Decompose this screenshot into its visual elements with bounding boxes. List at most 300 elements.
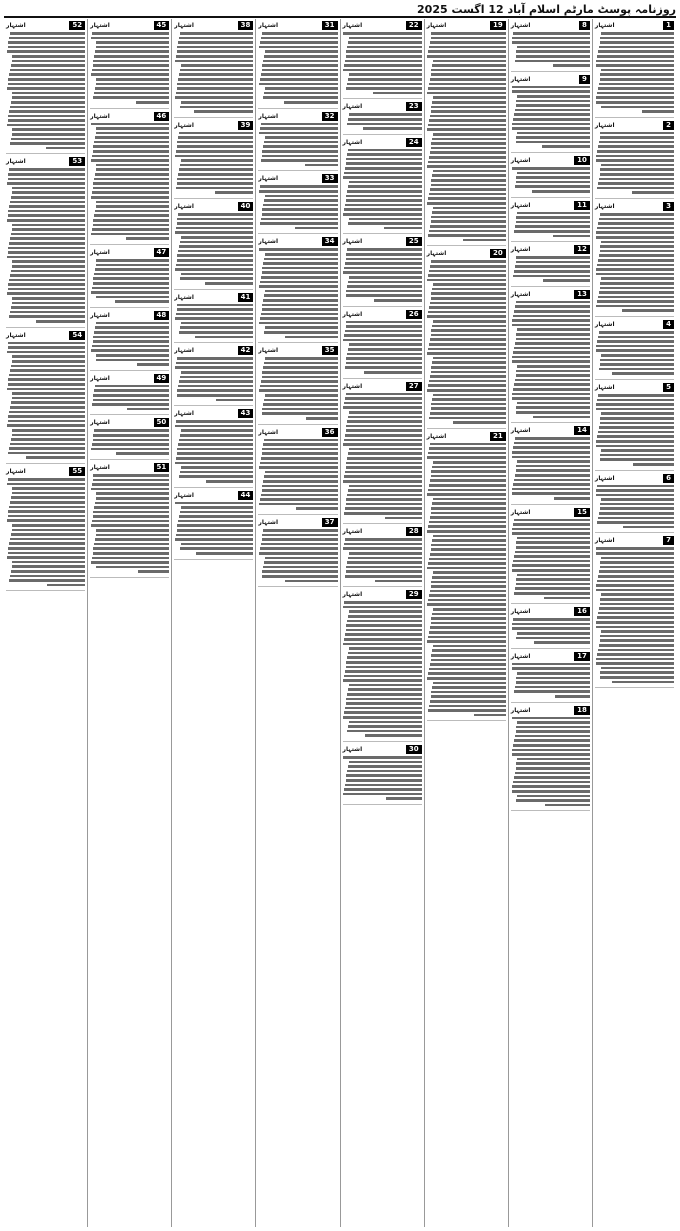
- notice-number: 38: [238, 21, 254, 30]
- notice-header: [595, 320, 674, 329]
- text-line: [512, 356, 590, 359]
- text-line: [597, 521, 674, 524]
- notice-body: [258, 357, 337, 419]
- notice-header: [511, 508, 590, 517]
- text-line: [432, 325, 506, 328]
- notice-tag: اشتہار: [258, 347, 279, 355]
- text-line: [431, 184, 506, 187]
- text-line: [517, 46, 590, 49]
- text-line: [179, 73, 253, 76]
- text-line: [94, 331, 169, 334]
- text-line: [346, 661, 421, 664]
- text-line: [180, 471, 254, 474]
- text-line: [264, 258, 338, 261]
- text-line: [600, 213, 674, 216]
- notice-number: 53: [69, 157, 85, 166]
- notice-header: [90, 374, 169, 383]
- notice-header: [258, 237, 337, 246]
- text-line: [176, 362, 254, 365]
- text-line: [516, 50, 590, 53]
- text-line: [12, 92, 85, 95]
- notice-header: [174, 409, 253, 418]
- notice-header: [595, 21, 674, 30]
- notice-body: [6, 342, 85, 459]
- notice: [258, 172, 337, 234]
- text-line: [265, 326, 338, 329]
- notice-body: [427, 260, 506, 423]
- text-line: [347, 353, 421, 356]
- text-line: [8, 41, 85, 44]
- text-line: [346, 779, 422, 782]
- notice-tag: اشتہار: [594, 321, 615, 329]
- column: [87, 19, 171, 1227]
- notice: [6, 19, 85, 154]
- notice-header: [258, 174, 337, 183]
- notice-tag: اشتہار: [342, 310, 363, 318]
- notice-number: 22: [406, 21, 422, 30]
- text-line: [181, 371, 254, 374]
- text-line: [11, 64, 85, 67]
- notice-number: 21: [490, 432, 506, 441]
- text-line: [344, 788, 422, 791]
- text-line: [428, 311, 506, 314]
- text-line: [261, 37, 338, 40]
- text-line: [9, 315, 85, 318]
- notice-number: 12: [574, 245, 590, 254]
- notice-number: 23: [406, 102, 422, 111]
- text-line: [429, 380, 506, 383]
- text-line: [306, 417, 338, 420]
- text-line: [178, 136, 253, 139]
- notice-header: [174, 491, 253, 500]
- text-line: [91, 233, 169, 236]
- notice-number: 40: [238, 202, 254, 211]
- text-line: [8, 83, 86, 86]
- text-line: [261, 218, 338, 221]
- text-line: [512, 123, 590, 126]
- notice-header: [6, 467, 85, 476]
- text-line: [264, 141, 338, 144]
- text-line: [433, 96, 506, 99]
- text-line: [12, 397, 86, 400]
- text-line: [96, 534, 170, 537]
- notice-tag: اشتہار: [90, 374, 110, 382]
- text-line: [429, 119, 506, 122]
- text-line: [261, 494, 338, 497]
- text-line: [93, 187, 170, 190]
- text-line: [516, 176, 590, 179]
- notice-number: 5: [663, 383, 674, 392]
- text-line: [93, 439, 170, 442]
- text-line: [343, 480, 421, 483]
- notice-tag: اشتہار: [174, 293, 194, 301]
- text-line: [553, 235, 589, 238]
- text-line: [515, 735, 590, 738]
- text-line: [177, 448, 253, 451]
- notice-header: [511, 201, 590, 210]
- text-line: [8, 346, 86, 349]
- text-line: [345, 434, 422, 437]
- text-line: [601, 241, 674, 244]
- text-line: [512, 790, 590, 793]
- text-line: [347, 153, 421, 156]
- text-line: [427, 530, 505, 533]
- text-line: [347, 656, 421, 659]
- notice: [90, 372, 169, 416]
- text-line: [515, 60, 590, 63]
- text-line: [263, 366, 337, 369]
- text-line: [345, 507, 422, 510]
- text-line: [92, 403, 170, 406]
- text-line: [633, 463, 674, 466]
- text-line: [10, 106, 85, 109]
- notice-header: [511, 290, 590, 299]
- text-line: [93, 219, 169, 222]
- text-line: [597, 92, 674, 95]
- text-line: [177, 46, 253, 49]
- text-line: [343, 69, 421, 72]
- text-line: [597, 340, 674, 343]
- text-line: [12, 492, 86, 495]
- text-line: [261, 123, 338, 126]
- text-line: [96, 529, 169, 532]
- text-line: [430, 188, 506, 191]
- text-line: [344, 475, 422, 478]
- text-line: [517, 672, 590, 675]
- text-line: [512, 785, 590, 788]
- text-line: [430, 479, 506, 482]
- text-line: [264, 199, 338, 202]
- text-line: [430, 663, 506, 666]
- text-line: [517, 537, 590, 540]
- text-line: [12, 355, 85, 358]
- text-line: [346, 566, 421, 569]
- text-line: [597, 300, 674, 303]
- text-line: [348, 222, 422, 225]
- notice-header: [427, 432, 506, 441]
- text-line: [512, 667, 590, 670]
- text-line: [126, 237, 170, 240]
- notice-tag: اشتہار: [258, 238, 279, 246]
- text-line: [180, 32, 254, 35]
- text-line: [513, 388, 590, 391]
- text-line: [179, 168, 253, 171]
- text-line: [554, 497, 590, 500]
- text-line: [600, 639, 674, 642]
- text-line: [596, 658, 674, 661]
- text-line: [262, 408, 337, 411]
- text-line: [9, 374, 85, 377]
- text-line: [177, 357, 254, 360]
- text-line: [512, 717, 590, 720]
- text-line: [265, 357, 338, 360]
- notice: [511, 424, 590, 504]
- text-line: [343, 716, 421, 719]
- text-line: [263, 480, 337, 483]
- text-line: [600, 37, 674, 40]
- text-line: [92, 287, 170, 290]
- notice-body: [90, 123, 169, 240]
- text-line: [534, 641, 590, 644]
- text-line: [9, 73, 85, 76]
- text-line: [600, 363, 674, 366]
- text-line: [177, 452, 254, 455]
- text-line: [596, 268, 674, 271]
- text-line: [263, 262, 337, 265]
- notice: [258, 235, 337, 343]
- text-line: [93, 474, 169, 477]
- text-line: [115, 300, 169, 303]
- text-line: [514, 383, 590, 386]
- text-line: [349, 411, 422, 414]
- text-line: [259, 46, 337, 49]
- text-line: [601, 32, 674, 35]
- text-line: [96, 264, 170, 267]
- text-line: [600, 598, 674, 601]
- text-line: [262, 534, 337, 537]
- notice: [511, 154, 590, 198]
- text-line: [516, 681, 590, 684]
- notice-body: [258, 248, 337, 338]
- text-line: [512, 753, 590, 756]
- text-line: [262, 412, 338, 415]
- text-line: [601, 106, 674, 109]
- notice-number: 6: [663, 474, 674, 483]
- text-line: [431, 403, 505, 406]
- text-line: [96, 359, 170, 362]
- text-line: [600, 676, 674, 679]
- text-line: [96, 168, 170, 171]
- text-line: [349, 343, 422, 346]
- text-line: [91, 524, 169, 527]
- notice-tag: اشتہار: [6, 158, 26, 166]
- notice-body: [258, 529, 337, 582]
- text-line: [515, 225, 590, 228]
- text-line: [259, 503, 337, 506]
- text-line: [600, 458, 674, 461]
- text-line: [93, 479, 170, 482]
- text-line: [8, 247, 85, 250]
- text-line: [601, 593, 674, 596]
- text-line: [598, 336, 674, 339]
- text-line: [431, 292, 505, 295]
- text-line: [597, 187, 674, 190]
- notice-tag: اشتہار: [174, 347, 194, 355]
- text-line: [433, 133, 506, 136]
- text-line: [345, 167, 422, 170]
- text-line: [94, 543, 169, 546]
- text-line: [177, 254, 253, 257]
- text-line: [430, 375, 506, 378]
- notice: [6, 465, 85, 591]
- text-line: [431, 37, 506, 40]
- text-line: [10, 32, 85, 35]
- notice: [427, 430, 506, 722]
- text-line: [514, 690, 590, 693]
- notice-number: 11: [574, 201, 590, 210]
- notice-number: 28: [406, 527, 422, 536]
- text-line: [431, 260, 506, 263]
- text-line: [8, 452, 85, 455]
- notice-header: [343, 382, 422, 391]
- notice-body: [6, 478, 85, 586]
- notice-tag: اشتہار: [90, 112, 110, 120]
- text-line: [181, 466, 254, 469]
- text-line: [612, 372, 675, 375]
- text-line: [176, 264, 254, 267]
- text-line: [92, 228, 170, 231]
- notice-tag: اشتہار: [426, 250, 447, 258]
- text-line: [343, 547, 421, 550]
- text-line: [96, 78, 169, 81]
- text-line: [284, 101, 338, 104]
- text-line: [180, 511, 254, 514]
- text-line: [596, 60, 674, 63]
- text-line: [600, 73, 674, 76]
- text-line: [384, 227, 421, 230]
- notice: [595, 200, 674, 317]
- text-line: [516, 141, 590, 144]
- text-line: [177, 178, 253, 181]
- text-line: [431, 334, 506, 337]
- text-line: [599, 46, 674, 49]
- text-line: [343, 213, 421, 216]
- notice: [511, 506, 590, 605]
- text-line: [195, 336, 254, 339]
- text-line: [463, 239, 506, 242]
- text-line: [93, 277, 169, 280]
- text-line: [430, 41, 506, 44]
- text-line: [7, 292, 85, 295]
- text-line: [205, 282, 253, 285]
- text-line: [347, 83, 421, 86]
- text-line: [262, 376, 338, 379]
- text-line: [599, 141, 674, 144]
- text-line: [179, 475, 253, 478]
- notice-tag: اشتہار: [594, 121, 615, 129]
- text-line: [92, 32, 170, 35]
- text-line: [428, 50, 506, 53]
- notice-tag: اشتہار: [594, 537, 615, 545]
- text-line: [263, 403, 337, 406]
- text-line: [512, 319, 590, 322]
- text-line: [598, 182, 674, 185]
- text-line: [95, 50, 169, 53]
- text-line: [262, 155, 338, 158]
- text-line: [8, 173, 85, 176]
- text-line: [285, 336, 338, 339]
- text-line: [513, 446, 590, 449]
- text-line: [512, 37, 590, 40]
- text-line: [181, 101, 254, 104]
- text-line: [348, 725, 422, 728]
- text-line: [431, 691, 505, 694]
- notice-header: [90, 112, 169, 121]
- text-line: [596, 552, 674, 555]
- text-line: [516, 578, 590, 581]
- text-line: [261, 313, 338, 316]
- text-line: [127, 408, 170, 411]
- text-line: [349, 448, 422, 451]
- text-line: [175, 425, 253, 428]
- notice: [343, 308, 422, 379]
- text-line: [427, 640, 505, 643]
- text-line: [344, 543, 422, 546]
- text-line: [601, 449, 674, 452]
- notice-header: [90, 418, 169, 427]
- text-line: [430, 151, 506, 154]
- text-line: [345, 575, 422, 578]
- notice-number: 3: [663, 202, 674, 211]
- text-line: [516, 799, 590, 802]
- notice: [174, 407, 253, 487]
- text-line: [427, 55, 505, 58]
- text-line: [346, 498, 421, 501]
- text-line: [427, 493, 505, 496]
- text-line: [194, 110, 253, 113]
- text-line: [262, 448, 337, 451]
- text-line: [8, 552, 86, 555]
- text-line: [96, 132, 170, 135]
- text-line: [180, 326, 254, 329]
- text-line: [346, 253, 421, 256]
- text-line: [601, 667, 674, 670]
- text-line: [429, 594, 506, 597]
- text-line: [96, 41, 169, 44]
- text-line: [512, 41, 590, 44]
- text-line: [8, 214, 86, 217]
- notice-body: [6, 32, 85, 149]
- text-line: [95, 210, 169, 213]
- text-line: [175, 268, 253, 271]
- text-line: [427, 202, 505, 205]
- text-line: [348, 652, 422, 655]
- notice-number: 49: [154, 374, 170, 383]
- notice-body: [427, 32, 506, 241]
- text-line: [12, 96, 86, 99]
- text-line: [10, 501, 85, 504]
- notice-header: [595, 202, 674, 211]
- text-line: [596, 547, 674, 550]
- text-line: [346, 425, 421, 428]
- text-line: [10, 575, 85, 578]
- notice-body: [258, 439, 337, 511]
- text-line: [433, 394, 506, 397]
- text-line: [177, 83, 253, 86]
- text-line: [8, 115, 85, 118]
- text-line: [96, 46, 170, 49]
- text-line: [95, 87, 169, 90]
- text-line: [96, 296, 169, 299]
- text-line: [178, 443, 253, 446]
- text-line: [642, 110, 674, 113]
- text-line: [428, 562, 506, 565]
- notice-body: [511, 717, 590, 807]
- notice-body: [343, 393, 422, 520]
- text-line: [512, 627, 590, 630]
- text-line: [596, 440, 674, 443]
- text-line: [598, 431, 674, 434]
- notice-header: [511, 75, 590, 84]
- text-line: [347, 285, 421, 288]
- notice-number: 37: [322, 518, 338, 527]
- text-line: [596, 64, 674, 67]
- notice-number: 39: [238, 121, 254, 130]
- text-line: [262, 271, 338, 274]
- notice-header: [511, 652, 590, 661]
- text-line: [179, 380, 253, 383]
- text-line: [596, 626, 674, 629]
